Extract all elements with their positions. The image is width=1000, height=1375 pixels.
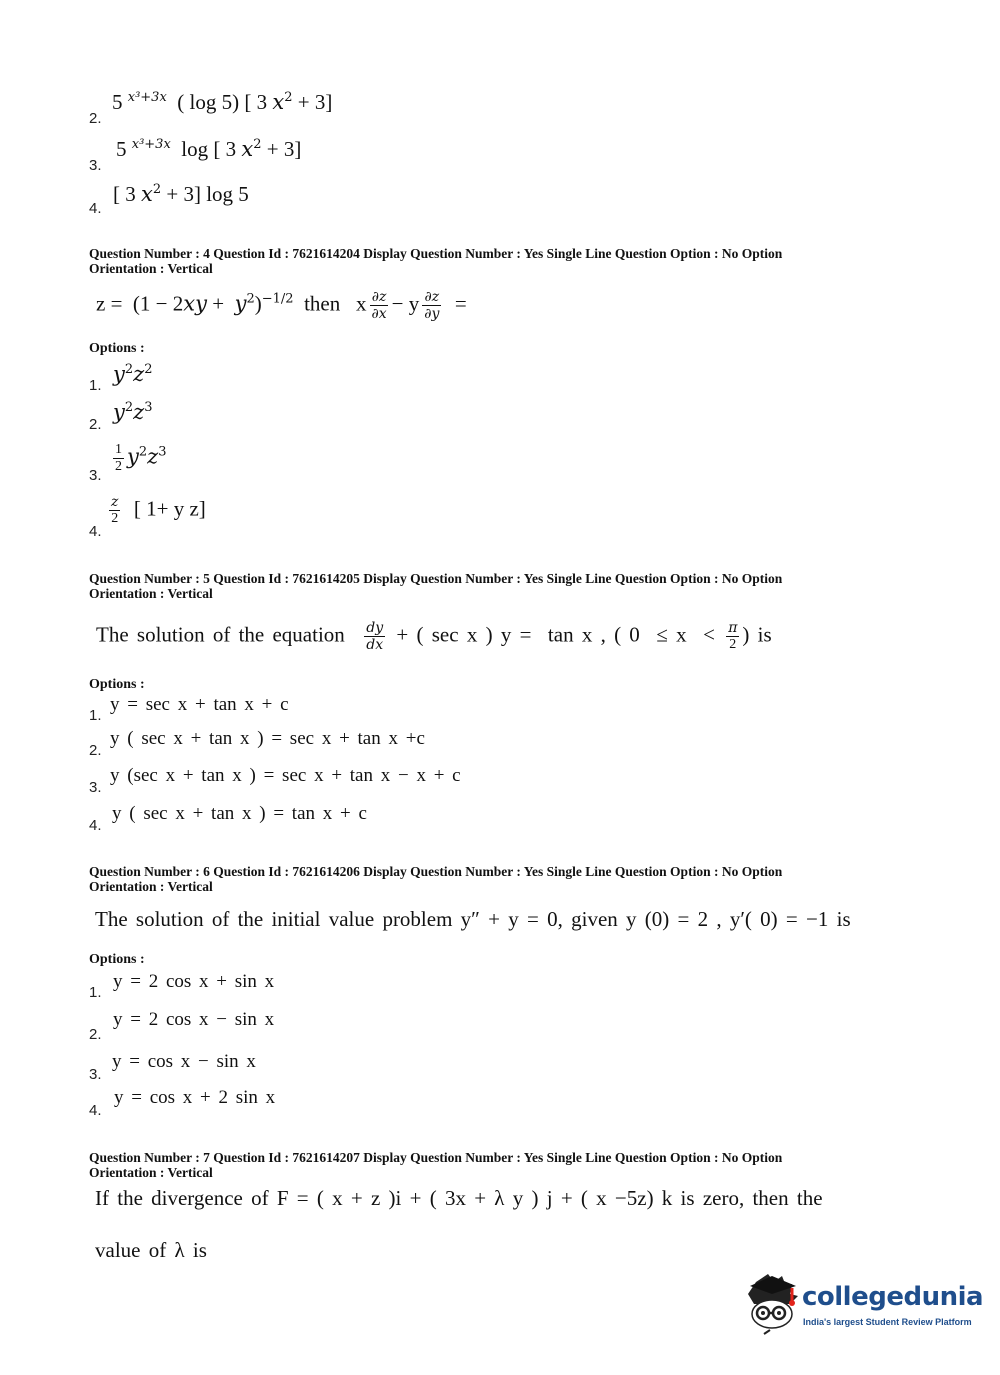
option-number: 2. [89, 110, 102, 127]
option-expression: $\frac{1}{2}$ $y^2z^3$ [115, 442, 167, 474]
question-text: If the divergence of F = ( x + z )i + ( 3x + λ y ) j + ( x −5z) k is zero, then the [95, 1186, 823, 1210]
question-meta: Question Number : 4 Question Id : 7621614204 Display Question Number : Yes Single Line Question Option : No Option Orientation : Vertical [89, 246, 783, 276]
option-expression: y (sec x + tan x ) = sec x + tan x − x + c [110, 765, 461, 786]
option-expression: y = 2 cos x − sin x [113, 1009, 275, 1030]
option-number: 2. [89, 1026, 102, 1043]
mascot-icon [742, 1272, 802, 1338]
option-expression: $\frac{z}{2}$ [ 1+ y z] [111, 494, 206, 526]
option-number: 1. [89, 707, 102, 724]
option-number: 4. [89, 1102, 102, 1119]
question-text: The solution of the equation $\frac{dy}{dx}$ + ( sec x ) y = tan x , ( 0 ≤ x < $\frac{\pi}{2}$ ) is [96, 620, 772, 653]
question-meta: Question Number : 6 Question Id : 7621614206 Display Question Number : Yes Single Line Question Option : No Option Orientation : Vertical [89, 864, 783, 894]
option-expression: y ( sec x + tan x ) = sec x + tan x +c [110, 728, 425, 749]
option-number: 1. [89, 377, 102, 394]
option-expression: y = cos x − sin x [112, 1051, 256, 1072]
option-expression: $y^2z^3$ [113, 400, 153, 424]
option-number: 3. [89, 779, 102, 796]
logo-wordmark: collegedunia [802, 1282, 984, 1312]
collegedunia-logo[interactable] [742, 1272, 984, 1342]
option-expression: [ 3 $x^2 + 3$] log 5 [113, 182, 249, 206]
question-text: $z = (1 - 2xy + y^2)^{-1/2}$ then x $\frac{\partial z}{\partial x}$ − y $\frac{\partial z}{\partial y}$ = [96, 289, 467, 322]
option-number: 4. [89, 523, 102, 540]
logo-tagline: India's largest Student Review Platform [803, 1317, 972, 1327]
question-text: The solution of the initial value problem y″ + y = 0, given y (0) = 2 , y′( 0) = −1 is [95, 907, 851, 931]
option-expression: y = cos x + 2 sin x [114, 1087, 276, 1108]
question-meta: Question Number : 7 Question Id : 7621614207 Display Question Number : Yes Single Line Question Option : No Option Orientation : Vertical [89, 1150, 783, 1180]
option-number: 2. [89, 742, 102, 759]
option-expression: y = 2 cos x + sin x [113, 971, 275, 992]
option-expression: $y^2z^2$ [113, 362, 153, 386]
options-label: Options : [89, 952, 145, 967]
option-number: 3. [89, 157, 102, 174]
option-expression: 5 $^{x^3+3x}$ log [ 3 $x^2 + 3$] [116, 137, 302, 161]
options-label: Options : [89, 341, 145, 356]
option-expression: y ( sec x + tan x ) = tan x + c [112, 803, 367, 824]
option-expression: 5 $^{x^3+3x}$ ( log 5) [ 3 $x^2 + 3$] [112, 90, 333, 114]
option-number: 4. [89, 817, 102, 834]
question-text-continued: value of λ is [95, 1238, 207, 1262]
question-meta: Question Number : 5 Question Id : 7621614205 Display Question Number : Yes Single Line Question Option : No Option Orientation : Vertical [89, 571, 783, 601]
option-number: 3. [89, 1066, 102, 1083]
option-number: 2. [89, 416, 102, 433]
option-number: 3. [89, 467, 102, 484]
option-number: 1. [89, 984, 102, 1001]
option-expression: y = sec x + tan x + c [110, 694, 289, 715]
option-number: 4. [89, 200, 102, 217]
options-label: Options : [89, 677, 145, 692]
